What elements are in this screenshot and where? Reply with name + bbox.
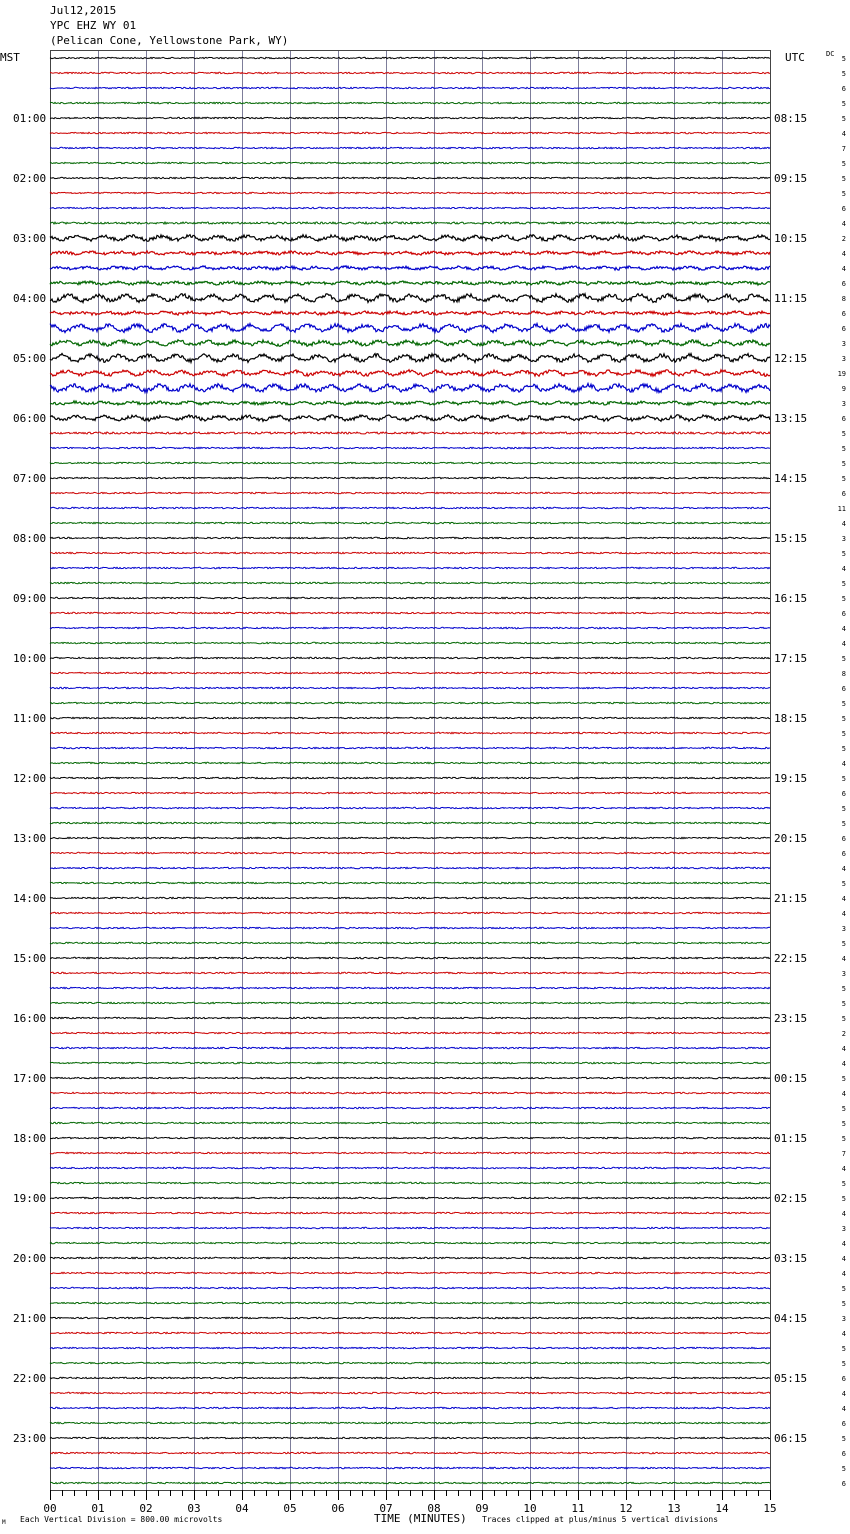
x-tick-label-11: 11 [571,1502,585,1515]
dc-offset-33: 5 [841,550,846,558]
trace-33 [50,552,770,553]
trace-30 [50,507,770,508]
utc-label-1515: 15:15 [774,532,808,545]
utc-label-2215: 22:15 [774,952,808,965]
plot-frame [51,51,771,1491]
left-zone-label: MST [0,51,20,64]
dc-offset-19: 3 [841,340,846,348]
trace-51 [50,822,770,823]
trace-78 [50,1227,770,1228]
dc-offset-12: 2 [841,235,846,243]
x-tick-label-06: 06 [331,1502,345,1515]
trace-45 [50,732,770,733]
utc-label-1615: 16:15 [774,592,808,605]
mst-label-1900: 19:00 [13,1192,47,1205]
dc-offset-28: 5 [841,475,846,483]
trace-8 [50,177,770,178]
dc-offset-5: 4 [841,130,846,138]
dc-offset-85: 4 [841,1330,846,1338]
trace-79 [50,1242,770,1243]
trace-76 [50,1197,770,1198]
dc-offset-83: 5 [841,1300,846,1308]
trace-11 [50,222,770,224]
utc-label-1915: 19:15 [774,772,808,785]
trace-37 [50,612,770,613]
dc-offset-95: 6 [841,1480,846,1488]
trace-68 [50,1077,770,1078]
trace-86 [50,1347,770,1348]
mst-label-0200: 02:00 [13,172,47,185]
trace-50 [50,807,770,808]
footer-mark: M [2,1519,6,1526]
dc-offset-51: 5 [841,820,846,828]
x-tick-label-04: 04 [235,1502,249,1515]
traces-group [50,57,770,1483]
dc-offset-69: 4 [841,1090,846,1098]
x-tick-label-07: 07 [379,1502,393,1515]
trace-31 [50,522,770,523]
trace-54 [50,867,770,868]
dc-offset-55: 5 [841,880,846,888]
utc-label-2015: 20:15 [774,832,808,845]
dc-offset-34: 4 [841,565,846,573]
trace-15 [50,281,770,285]
mst-label-0500: 05:00 [13,352,47,365]
trace-47 [50,762,770,763]
mst-label-0600: 06:00 [13,412,47,425]
dc-offset-91: 6 [841,1420,846,1428]
trace-58 [50,927,770,928]
dc-offset-59: 5 [841,940,846,948]
trace-70 [50,1107,770,1108]
dc-offset-45: 5 [841,730,846,738]
mst-label-2300: 23:00 [13,1432,47,1445]
dc-offset-40: 5 [841,655,846,663]
dc-offset-56: 4 [841,895,846,903]
trace-67 [50,1062,770,1063]
trace-48 [50,777,770,778]
trace-75 [50,1182,770,1183]
dc-offset-31: 4 [841,520,846,528]
header-station: YPC EHZ WY 01 [50,19,137,32]
mst-label-1500: 15:00 [13,952,47,965]
mst-label-0800: 08:00 [13,532,47,545]
dc-offset-11: 4 [841,220,846,228]
dc-offset-94: 5 [841,1465,846,1473]
trace-38 [50,627,770,628]
dc-offset-37: 6 [841,610,846,618]
utc-label-0815: 08:15 [774,112,808,125]
trace-22 [50,384,770,393]
dc-offset-64: 5 [841,1015,846,1023]
dc-offset-8: 5 [841,175,846,183]
trace-85 [50,1332,770,1333]
dc-offset-71: 5 [841,1120,846,1128]
x-tick-label-00: 00 [43,1502,57,1515]
dc-offset-90: 4 [841,1405,846,1413]
trace-52 [50,837,770,838]
mst-label-2100: 21:00 [13,1312,47,1325]
trace-17 [50,311,770,315]
trace-13 [50,251,770,255]
dc-offset-92: 5 [841,1435,846,1443]
dc-offset-65: 2 [841,1030,846,1038]
dc-offset-57: 4 [841,910,846,918]
x-tick-label-05: 05 [283,1502,297,1515]
trace-93 [50,1452,770,1453]
dc-offset-50: 5 [841,805,846,813]
utc-label-0015: 00:15 [774,1072,808,1085]
dc-offset-89: 4 [841,1390,846,1398]
dc-offset-3: 5 [841,100,846,108]
trace-7 [50,162,770,163]
dc-offset-17: 6 [841,310,846,318]
dc-offset-20: 3 [841,355,846,363]
trace-60 [50,957,770,958]
dc-offset-2: 6 [841,85,846,93]
mst-label-1200: 12:00 [13,772,47,785]
dc-offset-93: 6 [841,1450,846,1458]
mst-label-0400: 04:00 [13,292,47,305]
utc-label-1415: 14:15 [774,472,808,485]
dc-offset-67: 4 [841,1060,846,1068]
dc-offset-23: 3 [841,400,846,408]
dc-offset-53: 6 [841,850,846,858]
dc-offset-66: 4 [841,1045,846,1053]
mst-label-0700: 07:00 [13,472,47,485]
dc-offset-32: 3 [841,535,846,543]
utc-label-1215: 12:15 [774,352,808,365]
dc-offset-86: 5 [841,1345,846,1353]
x-tick-label-14: 14 [715,1502,729,1515]
trace-39 [50,642,770,643]
dc-offset-54: 4 [841,865,846,873]
dc-offset-4: 5 [841,115,846,123]
trace-59 [50,942,770,943]
dc-offset-80: 4 [841,1255,846,1263]
trace-1 [50,72,770,73]
dc-offset-84: 3 [841,1315,846,1323]
x-tick-label-08: 08 [427,1502,441,1515]
utc-label-2115: 21:15 [774,892,808,905]
dc-offset-47: 4 [841,760,846,768]
dc-offset-36: 5 [841,595,846,603]
mst-label-2200: 22:00 [13,1372,47,1385]
dc-offset-68: 5 [841,1075,846,1083]
trace-28 [50,477,770,478]
trace-87 [50,1362,770,1363]
trace-49 [50,792,770,793]
dc-offset-labels [838,55,846,1488]
trace-6 [50,147,770,148]
dc-offset-73: 7 [841,1150,846,1158]
dc-offset-21: 19 [837,370,846,378]
dc-offset-7: 5 [841,160,846,168]
dc-offset-10: 6 [841,205,846,213]
x-tick-label-01: 01 [91,1502,105,1515]
trace-72 [50,1137,770,1138]
dc-offset-0: 5 [841,55,846,63]
dc-offset-74: 4 [841,1165,846,1173]
x-tick-label-15: 15 [763,1502,777,1515]
trace-82 [50,1287,770,1288]
mst-label-1100: 11:00 [13,712,47,725]
trace-61 [50,972,770,973]
x-tick-label-09: 09 [475,1502,489,1515]
dc-offset-79: 4 [841,1240,846,1248]
dc-offset-18: 6 [841,325,846,333]
dc-offset-42: 6 [841,685,846,693]
dc-offset-43: 5 [841,700,846,708]
trace-89 [50,1392,770,1393]
utc-label-1315: 13:15 [774,412,808,425]
dc-offset-75: 5 [841,1180,846,1188]
header-location: (Pelican Cone, Yellowstone Park, WY) [50,34,289,47]
trace-16 [50,294,770,303]
mst-label-1400: 14:00 [13,892,47,905]
mst-label-1800: 18:00 [13,1132,47,1145]
dc-offset-61: 3 [841,970,846,978]
dc-offset-6: 7 [841,145,846,153]
trace-44 [50,717,770,718]
utc-label-0115: 01:15 [774,1132,808,1145]
scale-note: Each Vertical Division = 800.00 microvolts [20,1515,223,1524]
dc-offset-58: 3 [841,925,846,933]
dc-offset-88: 6 [841,1375,846,1383]
trace-81 [50,1272,770,1273]
trace-12 [50,235,770,242]
utc-label-0315: 03:15 [774,1252,808,1265]
trace-10 [50,207,770,208]
trace-24 [50,415,770,422]
trace-9 [50,192,770,193]
trace-64 [50,1017,770,1018]
dc-offset-13: 4 [841,250,846,258]
trace-41 [50,672,770,673]
trace-42 [50,687,770,688]
dc-offset-87: 5 [841,1360,846,1368]
trace-95 [50,1482,770,1483]
mst-label-0300: 03:00 [13,232,47,245]
dc-offset-82: 5 [841,1285,846,1293]
trace-4 [50,117,770,118]
dc-offset-44: 5 [841,715,846,723]
trace-90 [50,1407,770,1408]
dc-offset-15: 6 [841,280,846,288]
dc-offset-14: 4 [841,265,846,273]
trace-43 [50,702,770,703]
trace-32 [50,537,770,538]
right-zone-label: UTC [785,51,805,64]
dc-offset-49: 6 [841,790,846,798]
dc-offset-48: 5 [841,775,846,783]
trace-71 [50,1122,770,1123]
x-tick-label-02: 02 [139,1502,153,1515]
dc-offset-46: 5 [841,745,846,753]
utc-label-1715: 17:15 [774,652,808,665]
dc-offset-39: 4 [841,640,846,648]
dc-header: DC [826,50,835,58]
trace-29 [50,492,770,493]
trace-92 [50,1437,770,1438]
x-tick-label-13: 13 [667,1502,681,1515]
clip-note: Traces clipped at plus/minus 5 vertical divisions [482,1515,719,1524]
dc-offset-63: 5 [841,1000,846,1008]
trace-69 [50,1092,770,1093]
trace-2 [50,87,770,88]
dc-offset-30: 11 [837,505,846,513]
trace-83 [50,1302,770,1303]
x-tick-label-03: 03 [187,1502,201,1515]
utc-label-0515: 05:15 [774,1372,808,1385]
utc-label-0215: 02:15 [774,1192,808,1205]
trace-25 [50,432,770,434]
trace-62 [50,987,770,988]
trace-40 [50,657,770,658]
trace-19 [50,340,770,347]
trace-65 [50,1032,770,1033]
trace-74 [50,1167,770,1168]
trace-14 [50,266,770,270]
dc-offset-9: 5 [841,190,846,198]
trace-77 [50,1212,770,1213]
trace-56 [50,897,770,898]
trace-94 [50,1467,770,1468]
dc-offset-1: 5 [841,70,846,78]
x-tick-label-10: 10 [523,1502,537,1515]
dc-offset-81: 4 [841,1270,846,1278]
dc-offset-62: 5 [841,985,846,993]
dc-offset-16: 8 [841,295,846,303]
dc-offset-72: 5 [841,1135,846,1143]
trace-80 [50,1257,770,1258]
trace-23 [50,401,770,405]
trace-66 [50,1047,770,1048]
mst-label-1700: 17:00 [13,1072,47,1085]
dc-offset-22: 9 [841,385,846,393]
trace-46 [50,747,770,748]
trace-34 [50,567,770,568]
trace-73 [50,1152,770,1153]
dc-offset-60: 4 [841,955,846,963]
mst-label-1000: 10:00 [13,652,47,665]
trace-35 [50,582,770,583]
mst-label-1600: 16:00 [13,1012,47,1025]
trace-20 [50,354,770,363]
trace-3 [50,102,770,103]
x-axis-title: TIME (MINUTES) [374,1512,467,1525]
dc-offset-29: 6 [841,490,846,498]
dc-offset-77: 4 [841,1210,846,1218]
trace-27 [50,462,770,463]
dc-offset-76: 5 [841,1195,846,1203]
mst-label-0100: 01:00 [13,112,47,125]
utc-label-1115: 11:15 [774,292,808,305]
trace-5 [50,132,770,133]
dc-offset-41: 8 [841,670,846,678]
trace-53 [50,852,770,853]
dc-offset-35: 5 [841,580,846,588]
trace-63 [50,1002,770,1003]
utc-label-2315: 23:15 [774,1012,808,1025]
trace-55 [50,882,770,883]
utc-label-1815: 18:15 [774,712,808,725]
mst-label-0900: 09:00 [13,592,47,605]
dc-offset-38: 4 [841,625,846,633]
trace-21 [50,370,770,377]
trace-88 [50,1377,770,1378]
dc-offset-24: 6 [841,415,846,423]
trace-84 [50,1317,770,1318]
dc-offset-26: 5 [841,445,846,453]
utc-label-0615: 06:15 [774,1432,808,1445]
x-tick-label-12: 12 [619,1502,633,1515]
utc-label-0915: 09:15 [774,172,808,185]
mst-label-2000: 20:00 [13,1252,47,1265]
dc-offset-52: 6 [841,835,846,843]
trace-18 [50,324,770,333]
trace-57 [50,912,770,913]
header-date: Jul12,2015 [50,4,117,17]
trace-91 [50,1422,770,1423]
dc-offset-27: 5 [841,460,846,468]
trace-0 [50,57,770,58]
dc-offset-78: 3 [841,1225,846,1233]
dc-offset-25: 5 [841,430,846,438]
mst-label-1300: 13:00 [13,832,47,845]
trace-36 [50,597,770,598]
utc-label-0415: 04:15 [774,1312,808,1325]
trace-26 [50,447,770,448]
dc-offset-70: 5 [841,1105,846,1113]
utc-label-1015: 10:15 [774,232,808,245]
